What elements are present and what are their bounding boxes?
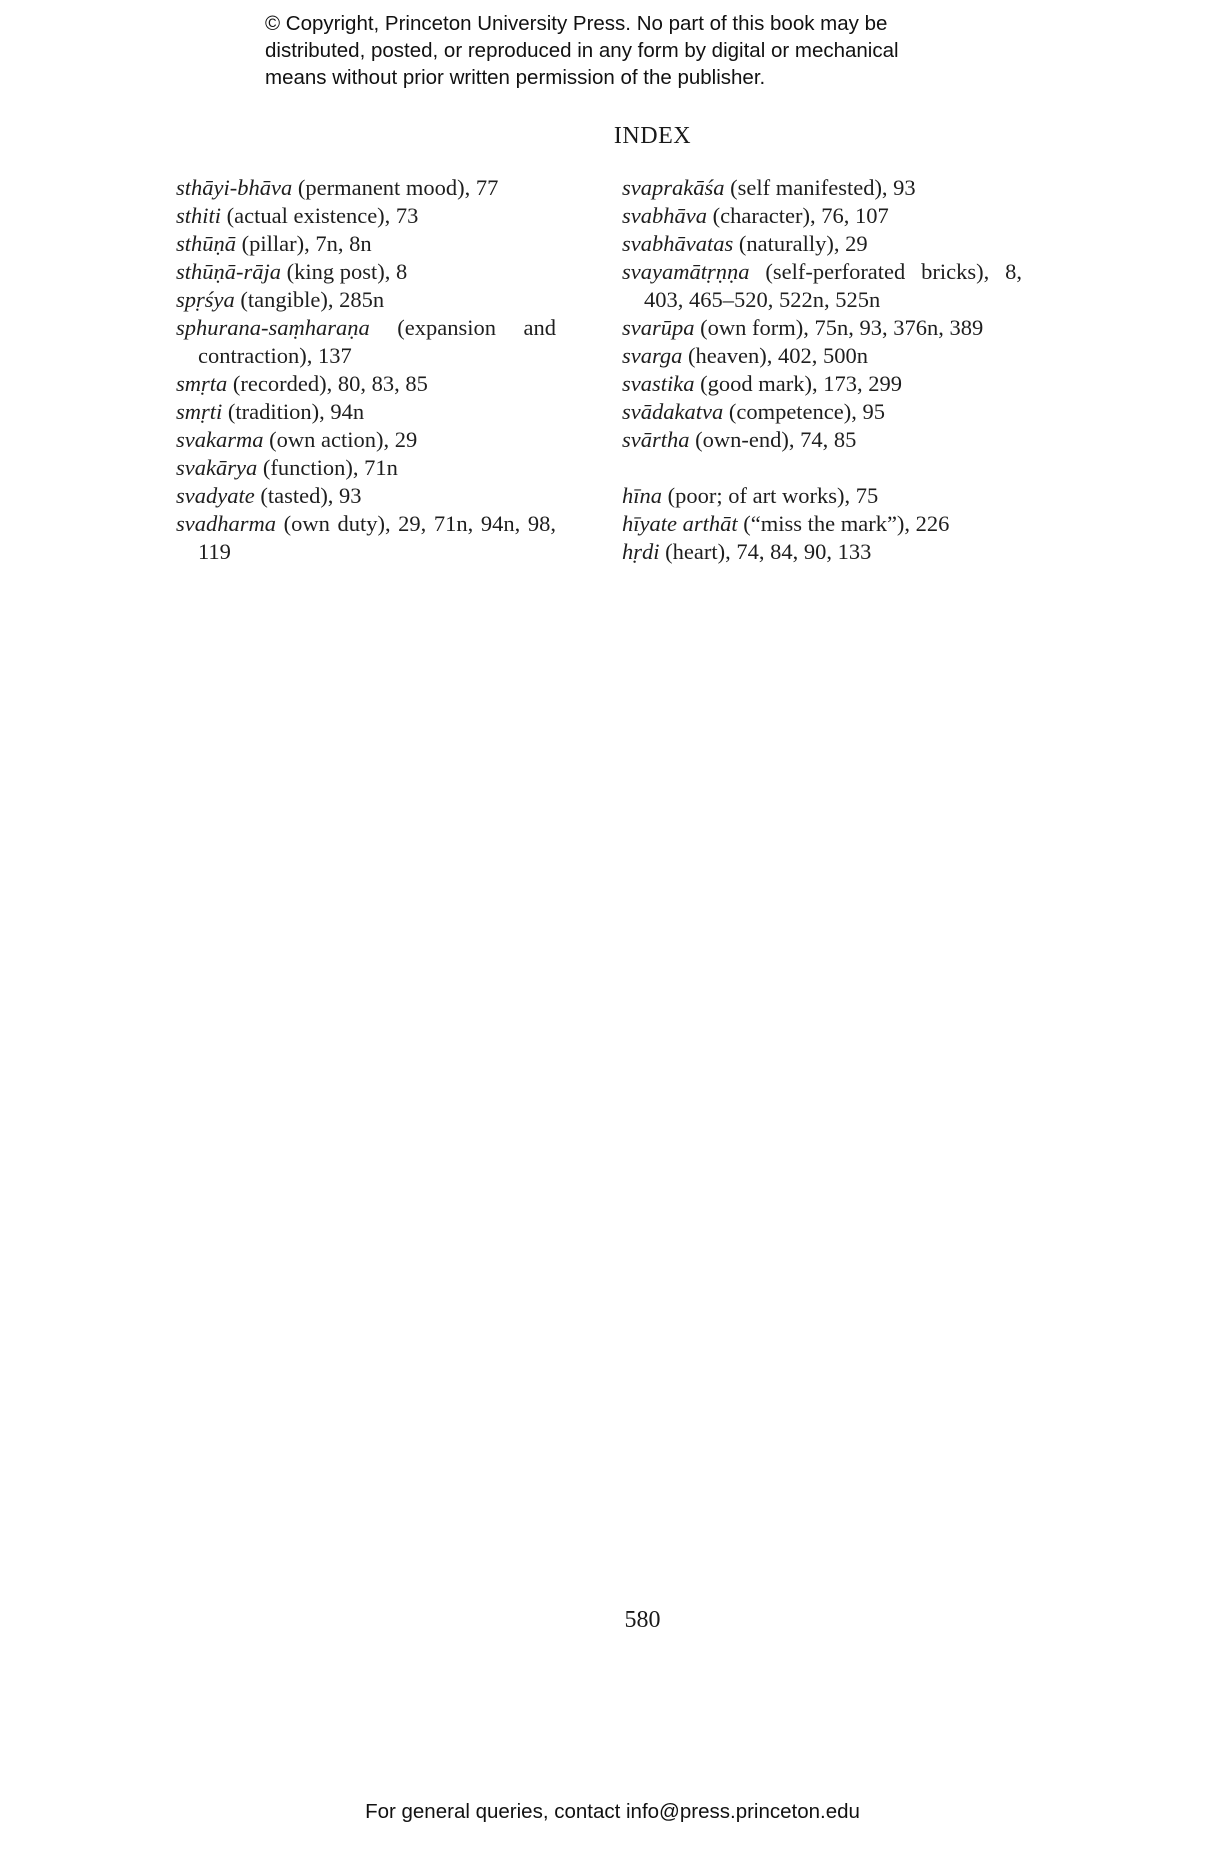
- entry-term: svadyate: [176, 483, 255, 508]
- entry-term: sthūṇā: [176, 231, 237, 256]
- index-entry: [622, 230, 1022, 258]
- index-heading-text: INDEX: [613, 123, 692, 149]
- entry-term: hṛdi: [622, 539, 660, 564]
- index-entry: [622, 258, 1022, 314]
- index-entry: [176, 454, 556, 482]
- entry-text: (heart), 74, 84, 90, 133: [659, 539, 872, 564]
- index-entry: [176, 426, 556, 454]
- entry-text: (king post), 8: [281, 259, 408, 284]
- entry-text: (recorded), 80, 83, 85: [227, 371, 428, 396]
- index-entry: [176, 510, 556, 566]
- entry-term: sthūṇā-rāja: [176, 259, 282, 284]
- index-entry: [176, 230, 556, 258]
- entry-term: svayamātṛṇṇa: [622, 259, 750, 284]
- index-entry: [176, 258, 556, 286]
- index-entry: [622, 482, 1022, 510]
- page-number-text: 580: [624, 1607, 661, 1633]
- entry-text: (poor; of art works), 75: [662, 483, 879, 508]
- entry-term: svadharma: [176, 511, 276, 536]
- index-entry: [622, 314, 1022, 342]
- entry-term: svakarma: [176, 427, 264, 452]
- footer-text: For general queries, contact info@press.princeton.edu: [365, 1800, 860, 1823]
- entry-term: sphurana-saṃharaṇa: [176, 315, 370, 340]
- entry-term: svabhāvatas: [622, 231, 734, 256]
- footer-contact: [0, 1800, 1225, 1824]
- copyright-notice: [265, 10, 965, 91]
- entry-text: (own action), 29: [263, 427, 418, 452]
- index-entry: [622, 426, 1022, 454]
- index-entry: [622, 510, 1022, 538]
- entry-text: (heaven), 402, 500n: [682, 343, 868, 368]
- index-right-column: [622, 174, 1022, 566]
- entry-text: (actual existence), 73: [221, 203, 419, 228]
- index-entry: [176, 482, 556, 510]
- index-entry: [176, 202, 556, 230]
- entry-text: (self-perforated bricks), 8, 403, 465–520, 522n, 525n: [644, 259, 1022, 312]
- index-entry: [622, 174, 1022, 202]
- entry-term: hīyate arthāt: [622, 511, 738, 536]
- entry-term: sthiti: [176, 203, 222, 228]
- entry-text: (function), 71n: [257, 455, 398, 480]
- index-heading: [0, 123, 1225, 150]
- page-number: [0, 1607, 1225, 1634]
- index-entry: [176, 314, 556, 370]
- index-entry: [176, 370, 556, 398]
- index-entry: [176, 174, 556, 202]
- entry-text: (naturally), 29: [733, 231, 868, 256]
- entry-term: svarūpa: [622, 315, 695, 340]
- index-entry: [176, 286, 556, 314]
- index-entry: [622, 202, 1022, 230]
- copyright-line: means without prior written permission of the publisher.: [265, 66, 766, 89]
- entry-text: (permanent mood), 77: [292, 175, 499, 200]
- index-entry: [622, 538, 1022, 566]
- entry-term: svaprakāśa: [622, 175, 725, 200]
- section-gap: [622, 454, 1022, 482]
- entry-term: hīna: [622, 483, 663, 508]
- entry-text: (tasted), 93: [254, 483, 362, 508]
- entry-term: svakārya: [176, 455, 258, 480]
- copyright-line: © Copyright, Princeton University Press. No part of this book may be: [265, 12, 888, 35]
- entry-term: svādakatva: [622, 399, 724, 424]
- entry-text: (self manifested), 93: [724, 175, 916, 200]
- index-entry: [622, 342, 1022, 370]
- entry-text: (own-end), 74, 85: [689, 427, 857, 452]
- entry-text: (pillar), 7n, 8n: [236, 231, 372, 256]
- entry-text: (“miss the mark”), 226: [737, 511, 950, 536]
- entry-text: (expansion and contraction), 137: [198, 315, 556, 368]
- entry-term: sthāyi-bhāva: [176, 175, 293, 200]
- entry-text: (own form), 75n, 93, 376n, 389: [694, 315, 984, 340]
- entry-term: smṛta: [176, 371, 228, 396]
- entry-term: svārtha: [622, 427, 690, 452]
- index-left-column: [176, 174, 556, 566]
- entry-text: (tangible), 285n: [234, 287, 385, 312]
- entry-text: (competence), 95: [723, 399, 886, 424]
- index-entry: [622, 398, 1022, 426]
- entry-text: (own duty), 29, 71n, 94n, 98, 119: [198, 511, 556, 564]
- entry-term: svastika: [622, 371, 695, 396]
- entry-term: svarga: [622, 343, 683, 368]
- entry-text: (tradition), 94n: [222, 399, 365, 424]
- entry-term: svabhāva: [622, 203, 707, 228]
- entry-text: (character), 76, 107: [706, 203, 889, 228]
- entry-text: (good mark), 173, 299: [694, 371, 902, 396]
- index-entry: [176, 398, 556, 426]
- copyright-line: distributed, posted, or reproduced in any form by digital or mechanical: [265, 39, 899, 62]
- entry-term: smṛti: [176, 399, 223, 424]
- entry-term: spṛśya: [176, 287, 235, 312]
- index-entry: [622, 370, 1022, 398]
